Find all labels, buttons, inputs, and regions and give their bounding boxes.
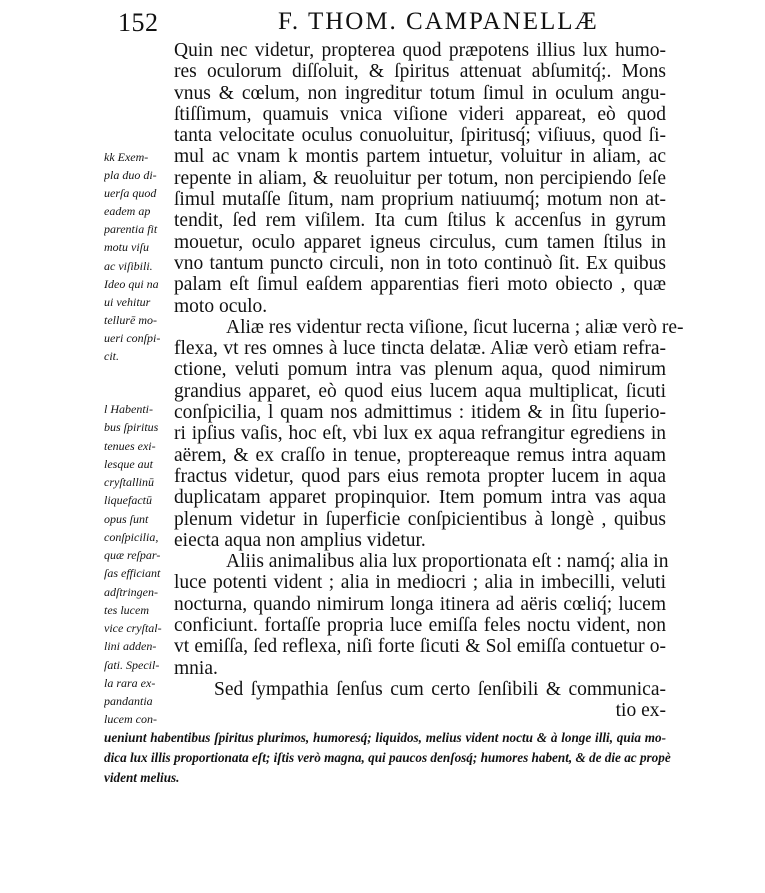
footnote-line: dica lux illis proportionata eſt; iſtis verò magna, qui paucos denſosq́; humores habent, & de die ac propè	[104, 750, 671, 765]
footnote-line: vident melius.	[104, 770, 180, 785]
margin-note-line: Ideo qui na	[104, 276, 159, 291]
text-line: luce potenti vident ; alia in mediocri ; alia in imbecilli, veluti	[174, 572, 666, 594]
text-line: conſpicilia, l quam nos admittimus : itidem & in ſitu ſuperio-	[174, 402, 666, 424]
margin-note-line: adſtringen-	[104, 584, 158, 599]
text-line: tendit, ſed rem viſilem. Ita cum ſtilus k accenſus in gyrum	[174, 210, 666, 232]
text-line: moto oculo.	[174, 295, 268, 317]
text-line: aërem, & ex craſſo in tenue, proptereaque remus intra aquam	[174, 444, 666, 466]
margin-note-line: pandantia	[104, 694, 153, 708]
paragraph-start-line: Aliæ res videntur recta viſione, ſicut lucerna ; aliæ verò re-	[226, 316, 684, 338]
text-line: conficiunt. fortaſſe propria luce emiſſa feles noctu vident, non	[174, 615, 666, 637]
paragraph-start-line: Aliis animalibus alia lux proportionata eſt : namq́; alia in	[226, 551, 669, 573]
margin-note-line: lini adden-	[104, 639, 157, 654]
margin-note-line: bus ſpiritus	[104, 420, 159, 435]
main-text-column	[174, 40, 684, 722]
margin-note-line: ui vehitur	[104, 294, 151, 309]
margin-note-line: liquefactū	[104, 493, 152, 508]
text-line: mouetur, oculo apparet igneus circulus, cum tamen ſtilus in	[174, 231, 666, 253]
margin-note-line: parentia fit	[104, 222, 158, 237]
margin-note-line: ueri conſpi-	[104, 330, 161, 345]
text-line: repente in aliam, & reuoluitur per totum, non percipiendo ſeſe	[174, 167, 666, 189]
margin-note-line: lucem con-	[104, 712, 157, 727]
text-line: ri ipſius vaſis, hoc eſt, vbi lux ex aqua refrangitur egrediens in	[174, 423, 666, 445]
text-line: fractus videtur, quod pars eius remota propter lucem in aqua	[174, 465, 666, 487]
margin-note-line: motu viſu	[104, 240, 149, 255]
text-line: vno tantum puncto circuli, non in toto continuò ſit. Ex quibus	[174, 252, 666, 274]
text-line: tanta velocitate oculus conuoluitur, ſpiritusq́; viſiuus, quod ſi-	[174, 125, 666, 147]
running-head: F. THOM. CAMPANELLÆ	[278, 8, 599, 35]
text-line: grandius apparet, eò quod eius lucem aqua multiplicat, ſicuti	[174, 380, 666, 402]
margin-note-line: ac viſibili.	[104, 258, 153, 273]
margin-note-line: lesque aut	[104, 456, 153, 471]
text-line: plenum videtur in ſuperficie conſpicientibus à longè , quibus	[174, 508, 666, 530]
catchword-line: tio ex-	[615, 700, 666, 722]
margin-note-line: kk Exem-	[104, 150, 149, 164]
margin-note-line: tenues exi-	[104, 438, 156, 453]
margin-note-line: quæ reſpar-	[104, 548, 161, 562]
margin-note-line: eadem ap	[104, 204, 151, 219]
text-line: vt emiſſa, ſed reflexa, niſi forte ſicuti & Sol emiſſa contuetur o-	[174, 636, 666, 658]
margin-note-line: tes lucem	[104, 602, 149, 617]
text-line: ſtiſſimum, quamuis vnica viſione videri appareat, eò quod	[174, 103, 666, 125]
margin-note-line: uerſa quod	[104, 186, 157, 201]
margin-note-line: ſas efficiant	[104, 566, 161, 581]
margin-note-line: conſpicilia,	[104, 529, 159, 544]
margin-note-line: tellurē mo-	[104, 312, 157, 327]
text-line: ctione, veluti pomum intra vas plenum aqua, quod nimirum	[174, 359, 666, 381]
text-line: nocturna, quando nimirum longa itinera ad aëris cœliq́; lucem	[174, 593, 666, 615]
text-line: vnus & cœlum, non ingreditur totum ſimul in oculum angu-	[174, 82, 666, 104]
page-number: 152	[118, 8, 159, 37]
text-line: Quin nec videtur, propterea quod præpotens illius lux humo-	[174, 40, 666, 61]
text-line: duplicatam apparet propinquior. Item pomum intra vas aqua	[174, 487, 666, 509]
text-line: eiecta aqua non amplius videtur.	[174, 529, 426, 551]
text-line: mul ac vnam k montis partem intuetur, voluitur in aliam, ac	[174, 146, 666, 168]
margin-note-l	[104, 400, 176, 729]
margin-note-k	[104, 148, 176, 365]
text-line: palam eſt ſimul eaſdem apparentias fieri moto obiecto , quæ	[174, 274, 666, 296]
margin-note-line: l Habenti-	[104, 402, 153, 416]
margin-note-line: vice cryſtal-	[104, 621, 162, 635]
text-line: flexa, vt res omnes à luce tincta delatæ. Aliæ verò etiam refra-	[174, 338, 666, 360]
paragraph-start-line: Sed ſympathia ſenſus cum certo ſenſibili & communica-	[214, 678, 666, 700]
margin-note-line: ſati. Specil-	[104, 657, 160, 672]
page-header	[118, 8, 678, 42]
footnote-line: ueniunt habentibus ſpiritus plurimos, humoresq́; liquidos, melius vident noctu & à longe illi, quia mo-	[104, 730, 666, 745]
text-line: mnia.	[174, 657, 218, 679]
margin-note-line: opus ſunt	[104, 511, 149, 526]
margin-note-line: cit.	[104, 349, 119, 364]
text-line: ſimul mutaſſe ſitum, nam proprium natiuumq́; motum non at-	[174, 189, 666, 211]
margin-note-continuation	[104, 728, 671, 788]
margin-note-line: pla duo di-	[104, 168, 157, 183]
margin-note-line: la rara ex-	[104, 675, 156, 690]
margin-note-line: cryſtallinū	[104, 475, 154, 489]
text-line: res oculorum diſſoluit, & ſpiritus attenuat abſumitq́;. Mons	[174, 61, 666, 83]
